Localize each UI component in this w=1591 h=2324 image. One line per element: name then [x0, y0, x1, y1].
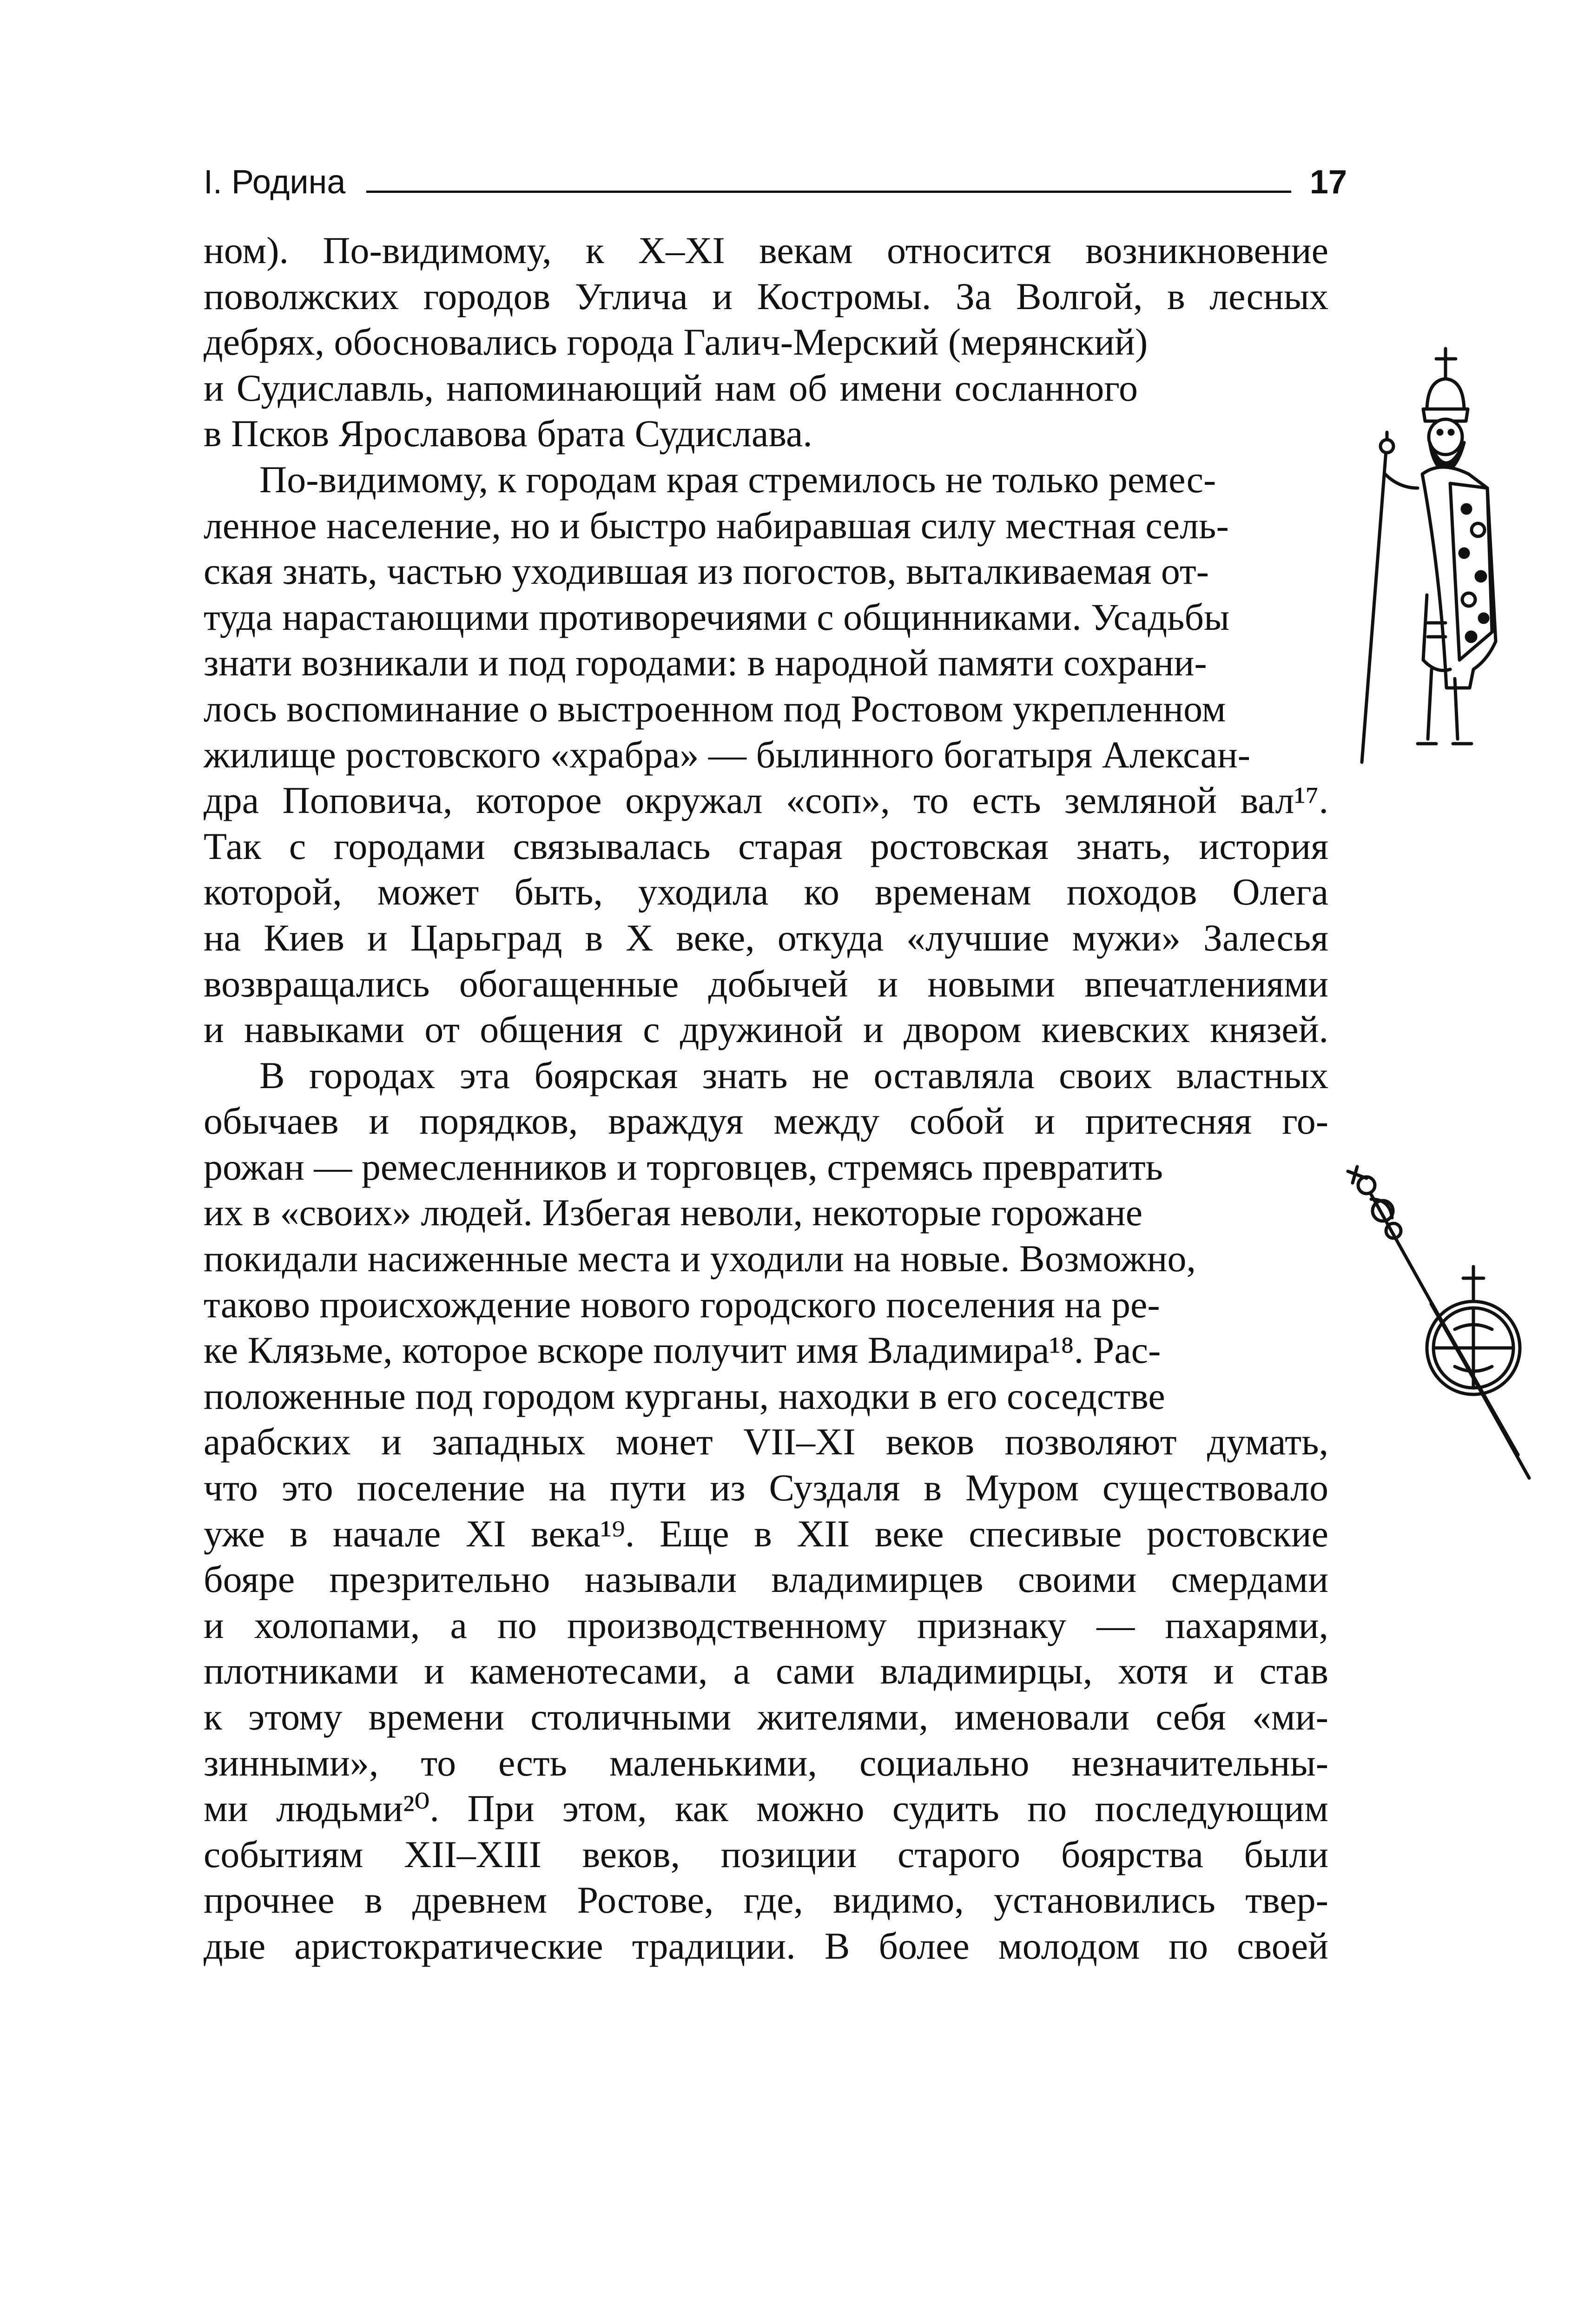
text-line: ке Клязьме, которое вскоре получит имя Владимира¹⁸. Рас-: [204, 1329, 1161, 1372]
text-line: возвращались обогащенные добычей и новыми впечатлениями: [204, 962, 1328, 1005]
page-number: 17: [1309, 164, 1347, 201]
text-line: дра Поповича, которое окружал «соп», то есть земляной вал¹⁷.: [204, 779, 1328, 822]
body-text: [204, 228, 1328, 1969]
text-line: арабских и западных монет VII–XI веков позволяют думать,: [204, 1420, 1328, 1463]
text-line: в Псков Ярославова брата Судислава.: [204, 412, 812, 455]
text-line: и навыками от общения с дружиной и двором киевских князей.: [204, 1008, 1328, 1051]
prince-figure-illustration: [1348, 335, 1543, 772]
text-line: Так с городами связывалась старая ростовская знать, история: [204, 825, 1328, 867]
text-line: плотниками и каменотесами, а сами владимирцы, хотя и став: [204, 1650, 1328, 1692]
text-line: дые аристократические традиции. В более молодом по своей: [204, 1924, 1328, 1967]
text-line: таково происхождение нового городского поселения на ре-: [204, 1283, 1160, 1326]
text-line: и холопами, а по производственному признаку — пахарями,: [204, 1604, 1328, 1646]
running-header: [204, 158, 1347, 205]
text-line: прочнее в древнем Ростове, где, видимо, установились твер-: [204, 1879, 1328, 1921]
text-line: событиям XII–XIII веков, позиции старого боярства были: [204, 1833, 1328, 1875]
text-line: ленное население, но и быстро набиравшая силу местная сель-: [204, 504, 1229, 547]
text-line: жилище ростовского «храбра» — былинного богатыря Алексан-: [204, 733, 1251, 776]
text-line: ми людьми²⁰. При этом, как можно судить по последующим: [204, 1787, 1328, 1830]
text-line: поволжских городов Углича и Костромы. За Волгой, в лесных: [204, 275, 1328, 317]
text-line: на Киев и Царьград в X веке, откуда «лучшие мужи» Залесья: [204, 916, 1328, 959]
running-head-title: I. Родина: [204, 164, 355, 201]
text-line: дебрях, обосновались города Галич-Мерский (мерянский): [204, 321, 1148, 363]
text-line: к этому времени столичными жителями, именовали себя «ми-: [204, 1696, 1328, 1738]
header-rule: [366, 191, 1291, 193]
text-line: что это поселение на пути из Суздаля в Муром существовало: [204, 1466, 1328, 1509]
text-line: По-видимому, к городам края стремилось не только ремес-: [259, 458, 1216, 501]
text-line: которой, может быть, уходила ко временам походов Олега: [204, 871, 1328, 913]
text-line: и Судиславль, напоминающий нам об имени сосланного: [204, 366, 1138, 409]
sceptre-orb-illustration: [1339, 1153, 1534, 1487]
text-line: ская знать, частью уходившая из погостов, выталкиваемая от-: [204, 550, 1209, 593]
text-line: В городах эта боярская знать не оставляла своих властных: [259, 1054, 1328, 1096]
text-line: туда нарастающими противоречиями с общинниками. Усадьбы: [204, 595, 1230, 638]
text-line: зинными», то есть маленькими, социально незначительны-: [204, 1741, 1328, 1784]
text-line: ном). По-видимому, к X–XI векам относится возникновение: [204, 229, 1328, 271]
text-line: их в «своих» людей. Избегая неволи, некоторые горожане: [204, 1191, 1143, 1234]
text-line: покидали насиженные места и уходили на новые. Возможно,: [204, 1237, 1196, 1280]
text-line: уже в начале XI века¹⁹. Еще в XII веке спесивые ростовские: [204, 1512, 1328, 1555]
text-line: бояре презрительно называли владимирцев своими смердами: [204, 1558, 1328, 1601]
text-line: рожан — ремесленников и торговцев, стремясь превратить: [204, 1145, 1163, 1188]
text-line: положенные под городом курганы, находки в его соседстве: [204, 1374, 1165, 1417]
text-line: знати возникали и под городами: в народной памяти сохрани-: [204, 641, 1207, 684]
text-line: лось воспоминание о выстроенном под Ростовом укрепленном: [204, 687, 1226, 730]
text-line: обычаев и порядков, враждуя между собой и притесняя го-: [204, 1100, 1328, 1142]
